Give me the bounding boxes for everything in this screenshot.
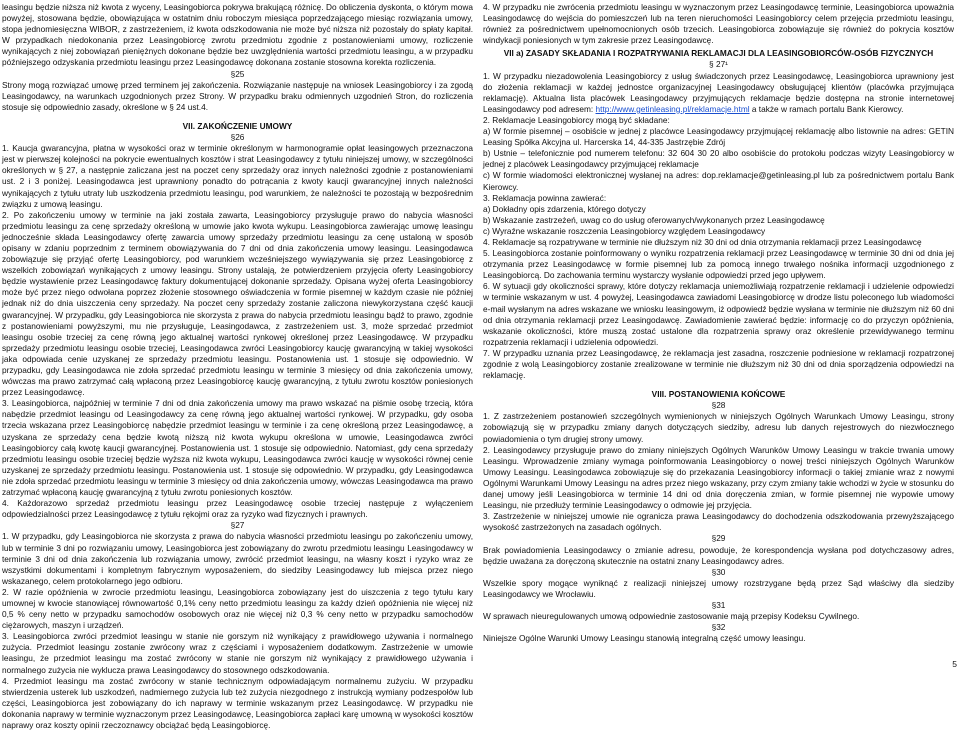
page-number: 5	[952, 659, 957, 669]
paragraph: Strony mogą rozwiązać umowę przed terminem jej zakończenia. Rozwiązanie następuje na wniosek Leasingobiorcy i za zgodą Leasingodawcy, na warunkach uzgodnionych przez Strony. W przypadku braku odmiennych uzgodnień Stron, do rozliczenia stosuje się odpowiednio zasady, określone w § 24 ust.4.	[2, 79, 473, 112]
paragraph: b) Ustnie – telefonicznie pod numerem telefonu: 32 604 30 20 albo osobiście do protokołu podczas wizyty Leasingobiorcy w jednej z placówek Leasingodawcy przyjmującej reklamacje	[483, 148, 954, 170]
paragraph: c) Wyraźne wskazanie roszczenia Leasingobiorcy względem Leasingodawcy	[483, 225, 766, 236]
section-number: §26	[230, 132, 245, 143]
section-number: § 27¹	[709, 59, 728, 70]
section-number: §31	[711, 599, 726, 610]
right-column	[483, 2, 954, 644]
paragraph: a) W formie pisemnej – osobiście w jednej z placówce Leasingodawcy przyjmującej reklamację albo listownie na adres: GETIN Leasing Spółka Akcyjna ul. Harcerska 14, 44-335 Jastrzębie Zdrój	[483, 126, 954, 148]
paragraph: 4. Każdorazowo sprzedaż przedmiotu leasingu przez Leasingodawcę osobie trzeciej następuje z wyłączeniem odpowiedzialności przez Leasingodawcę z tytułu rękojmi oraz za ryzyko wad fizycznych i prawnych.	[2, 498, 473, 520]
chapter-heading: VIII. POSTANOWIENIA KOŃCOWE	[651, 389, 786, 400]
paragraph: 1. Z zastrzeżeniem postanowień szczególnych wymienionych w niniejszych Ogólnych Warunkach Umowy Leasingu, strony zobowiązują się w przypadku zmiany danych dotyczących siedziby, adresu lub danych rejestrowych do niezwłocznego powiadomienia o tym drugiej strony umowy.	[483, 411, 954, 444]
paragraph: 2. Leasingodawcy przysługuje prawo do zmiany niniejszych Ogólnych Warunków Umowy Leasingu w trakcie trwania umowy Leasingu. Wprowadzenie zmiany wymaga poinformowania Leasingobiorcy o nowej treści niniejszych Ogólnych Warunków Umowy Leasingu. Leasingodawca zobowiązuje się do przekazania Leasingobiorcy informacji o takiej zmianie wraz z nowymi Ogólnymi Warunkami Umowy Leasingu na adres przez niego wskazany, przy czym zmiany takie wchodzi w życie w stosunku do danej umowy jeśli Leasingobiorca w terminie 14 dni od dnia doręczenia zmian, w formie pisemnej nie wypowie umowy Leasingu, nie przedłuży terminie Leasingodawcy o odmowie jej przyjęcia.	[483, 444, 954, 511]
left-column	[2, 2, 473, 731]
section-number: §30	[711, 566, 726, 577]
paragraph: 6. W sytuacji gdy okoliczności sprawy, które dotyczy reklamacja uniemożliwiają rozpatrzenie reklamacji i udzielenie odpowiedzi w terminie wskazanym w ust. 4 powyżej, Leasingodawca zawiadomi Leasingobiorcę w drodze listu poleconego lub wiadomości e-mail wysłanym na adres wskazane we wniosku leasingowym, iż odpowiedź będzie wysłana w terminie nie dłuższym niż 60 dni od dnia otrzymania reklamacji przez Leasingodawcę. Zawiadomienie zawierać będzie: informację co do przyczyn opóźnienia, wskazanie okoliczności, które muszą zostać ustalone dla rozpatrzenia sprawy oraz określenie przewidywanego terminu rozpatrzenia reklamacji i udzielenia odpowiedzi.	[483, 281, 954, 347]
paragraph: 1. Kaucja gwarancyjna, płatna w wysokości oraz w terminie określonym w harmonogramie opłat leasingowych przeznaczona jest w pierwszej kolejności na pokrycie ewentualnych kosztów i strat Leasingodawcy z tytułu niniejszej umowy, w szczególności określonych w § 27, a następnie zaliczana jest na poczet ceny sprzedaży oraz innych należności zgodnie z postanowieniami ust. 2 i 3 poniżej. Leasingodawca jest uprawniony ponadto do potrącania z kwoty kaucji gwarancyjnej innych należności wynikających z tytułu utraty lub uszkodzenia przedmiotu leasingu, pod warunkiem, że należności te pozostają w bezpośrednim związku z umową leasingu.	[2, 143, 473, 209]
paragraph: 2. W razie opóźnienia w zwrocie przedmiotu leasingu, Leasingobiorca zobowiązany jest do uiszczenia z tego tytułu kary umownej w kwocie stanowiącej równowartość 0,1% ceny netto przedmiotu leasingu za każdy dzień opóźnienia nie więcej niż 0,5 % ceny netto w przypadku samochodów osobowych oraz nie więcej niż 0,3 % ceny netto w przypadku samochodów ciężarowych, maszyn i urządzeń.	[2, 586, 473, 631]
paragraph: 4. W przypadku nie zwrócenia przedmiotu leasingu w wyznaczonym przez Leasingodawcę terminie, Leasingobiorca upoważnia Leasingodawcę do wejścia do pomieszczeń lub na teren nieruchomości Leasingobiorcy celem przejęcia przedmiotu leasingu, również za pośrednictwem upełnomocnionych osób trzecich. Leasingobiorca zobowiązuje się również do pokrycia kosztów windykacji poniesionych w tym zakresie przez Leasingodawcę.	[483, 2, 954, 46]
paragraph: 7. W przypadku uznania przez Leasingodawcę, że reklamacja jest zasadna, roszczenie podniesione w reklamacji rozpatrzonej zgodnie z wolą Leasingobiorcy zostanie zrealizowane w terminie nie dłuższym niż 30 dni od dnia sporządzenia odpowiedzi na reklamację.	[483, 347, 954, 381]
paragraph: 1. W przypadku, gdy Leasingobiorca nie skorzysta z prawa do nabycia własności przedmiotu leasingu po zakończeniu umowy, lub w terminie 3 dni po rozwiązaniu umowy, Leasingobiorca jest zobowiązany do zwrotu przedmiotu leasingu Leasingodawcy w terminie 3 dni od dnia zakończenia lub rozwiązania umowy, zwrócić przedmiot leasingu, na własny koszt i ryzyko wraz ze wszystkimi dokumentami i kompletnym fabrycznym wyposażeniem, do siedziby Leasingodawcy lub miejsca przez niego wskazanego, celem protokolarnego jego odbioru.	[2, 531, 473, 586]
paragraph: Brak powiadomienia Leasingodawcy o zmianie adresu, powoduje, że korespondencja wysłana pod dotychczasowy adres, będzie uważana za doręczoną skutecznie na ostatni znany Leasingodawcy adres.	[483, 544, 954, 566]
paragraph: 2. Reklamacje Leasingobiorcy mogą być składane:	[483, 114, 670, 125]
paragraph-text: 1. W przypadku niezadowolenia Leasingobiorcy z usług świadczonych przez Leasingodawcę, Leasingobiorca uprawniony jest do złożenia reklamacji w każdej jednostce organizacyjnej Leasingodawcy obsługującej klientów (placówka przyjmująca reklamację). Aktualna lista placówek Leasingodawcy przyjmujących reklamacje będzie dostępna na stronie internetowej Leasingodawcy pod adresem:	[483, 70, 954, 114]
paragraph: Niniejsze Ogólne Warunki Umowy Leasingu stanowią integralną część umowy leasingu.	[483, 633, 806, 644]
section-number: §32	[711, 622, 726, 633]
chapter-heading: VII a) ZASADY SKŁADANIA I ROZPATRYWANIA REKLAMACJI DLA LEASINGOBIORCÓW-OSÓB FIZYCZNYCH	[503, 48, 934, 59]
chapter-heading: VII. ZAKOŃCZENIE UMOWY	[182, 120, 293, 131]
paragraph: 3. Leasingobiorca, najpóźniej w terminie 7 dni od dnia zakończenia umowy ma prawo wskazać na piśmie osobę trzecią, która nabędzie przedmiot leasingu od Leasingodawcy za cenę równą jego aktualnej wartości rynkowej. W przypadku, gdy osoba trzecia wskazana przez Leasingobiorcę nabędzie przedmiot leasingu w terminie i za cenę określoną przez Leasingodawcę, a uzyskana ze sprzedaży cena będzie kwotą niższą niż kwota wykupu określona w umowie, Leasingodawca zwróci Leasingobiorcy całą kwotę kaucji gwarancyjnej. Postanowienia ust. 1 stosuje się odpowiednio. Natomiast, gdy cena sprzedaży przedmiotu leasingu osobie trzeciej będzie wyższa niż kwota wykupu, Leasingodawca zwróci kaucję w wysokości równej cenie uzyskanej ze sprzedaży przedmiotu leasingu. Postanowienia ust. 1 stosuje się odpowiednio. W przypadku, gdy Leasingodawca nie zdoła sprzedać przedmiotu leasingu w terminie 3 miesięcy od dnia zakończenia umowy, wówczas Leasingodawca ma prawo zatrzymać wpłaconą kaucję gwarancyjną z tytułu zwrotu poniesionych kosztów.	[2, 398, 473, 498]
paragraph: 3. Reklamacja powinna zawierać:	[483, 192, 607, 203]
complaints-link[interactable]: http://www.getinleasing.pl/reklamacje.html	[595, 103, 750, 114]
paragraph: 4. Reklamacje są rozpatrywane w terminie nie dłuższym niż 30 dni od dnia otrzymania reklamacji przez Leasingodawcę	[483, 236, 922, 247]
paragraph: 2. Po zakończeniu umowy w terminie na jaki została zawarta, Leasingobiorcy przysługuje prawo do nabycia własności przedmiotu leasingu za cenę sprzedaży określoną w umowie jako kwota wykupu. Leasingobiorca zawierając umowę leasingu jednocześnie składa Leasingodawcy ofertę zawarcia umowy sprzedaży przedmiotu leasingu za cenę ustaloną w sposób opisany w zdaniu poprzednim z terminem obowiązywania do 7 dni od dnia zakończenia umowy leasingu. Leasingodawca zobowiązuje się przyjąć ofertę Leasingobiorcy, pod warunkiem wcześniejszego wywiązywania się przez Leasingobiorcę z wszelkich zobowiązań wynikających z umowy leasingu. Strony ustalają, że potwierdzeniem przyjęcia oferty Leasingobiorcy będzie wystawienie przez Leasingodawcę faktury dokumentującej dokonanie sprzedaży. Opisana wyżej oferta Leasingobiorcy może być przez niego odwołana poprzez złożenie stosownego oświadczenia w formie pisemnej w każdym czasie nie później jednak niż do dnia uiszczenia ceny sprzedaży. Na poczet ceny sprzedaży zostanie zaliczona niewykorzystana część kaucji gwarancyjnej. W przypadku, gdy Leasingobiorca nie skorzysta z prawa do nabycia przedmiotu leasingu bądź to prawo, zgodnie z postanowieniami powyższymi, mu nie przysługuje, Leasingodawca, z zastrzeżeniem ust. 3, może sprzedać przedmiot leasingu osobie trzeciej za cenę równą jego aktualnej wartości rynkowej określonej przez Leasingodawcę. W przypadku sprzedaży przedmiotu leasingu osobie trzeciej, Leasingodawca zwróci Leasingobiorcy kaucję gwarancyjną w takiej wysokości jaka odpowiada cenie uzyskanej ze sprzedaży przedmiotu leasingu. Postanowienia ust. 1 stosuje się odpowiednio. W przypadku, gdy Leasingodawca nie zdoła sprzedać przedmiotu leasingu w terminie 3 miesięcy od dnia zakończenia umowy, wówczas ma prawo zatrzymać całą wpłaconą przez Leasingobiorcę kaucję gwarancyjną, z tytułu zwrotu kosztów poniesionych przez Leasingodawcę.	[2, 209, 473, 398]
paragraph: leasingu będzie niższa niż kwota z wyceny, Leasingobiorca pokrywa brakującą różnicę. Do obliczenia dyskonta, o którym mowa powyżej, stosowana będzie, obowiązująca w ostatnim dniu roboczym miesiąca poprzedzającego miesiąc rozwiązania umowy, stopa jednomiesięczna WIBOR, z zastrzeżeniem, iż kwota odszkodowania nie może być niższa niż pozostały do spłaty kapitał. W przypadkach niedokonania przez Leasingobiorcę zwrotu przedmiotu zgodnie z postanowieniami umowy, rozliczenie wynikających z niej zobowiązań pieniężnych dokonane będzie bez uwzględnienia wartości przedmiotu leasingu, a w przypadku późniejszego odzyskania przedmiotu leasingu przez Leasingodawcę dokonana zostanie stosowna korekta rozliczenia.	[2, 2, 473, 68]
paragraph	[483, 71, 954, 115]
paragraph-text: a także w ramach portalu Bank Kierowcy.	[749, 103, 904, 114]
paragraph: a) Dokładny opis zdarzenia, którego dotyczy	[483, 203, 646, 214]
section-number: §28	[711, 400, 726, 411]
paragraph: b) Wskazanie zastrzeżeń, uwag co do usług oferowanych/wykonanych przez Leasingodawcę	[483, 214, 825, 225]
paragraph: 3. Zastrzeżenie w niniejszej umowie nie ogranicza prawa Leasingodawcy do dochodzenia odszkodowania przewyższającego wysokość zastrzeżonych na zasadach ogólnych.	[483, 511, 954, 533]
paragraph: W sprawach nieuregulowanych umową odpowiednie zastosowanie mają przepisy Kodeksu Cywilnego.	[483, 611, 860, 622]
paragraph: c) W formie wiadomości elektronicznej wysłanej na adres: dop.reklamacje@getinleasing.pl lub za pośrednictwem portalu Bank Kierowcy.	[483, 170, 954, 192]
paragraph: 3. Leasingobiorca zwróci przedmiot leasingu w stanie nie gorszym niż wynikający z prawidłowego używania i normalnego zużycia. Przedmiot leasingu zostanie zwrócony wraz z częściami i wyposażeniem dodatkowym. Zastrzeżenie w umowie leasingu, że przedmiot leasingu ma zostać zwrócony w stanie nie gorszym niż wynikający z prawidłowego używania i normalnego zużycia nie wyklucza prawa Leasingodawcy do stosownego odszkodowania.	[2, 631, 473, 675]
section-number: §27	[230, 520, 245, 531]
paragraph: Wszelkie spory mogące wyniknąć z realizacji niniejszej umowy rozstrzygane będą przez Sąd właściwy dla siedziby Leasingodawcy we Wrocławiu.	[483, 577, 954, 599]
paragraph: 4. Przedmiot leasingu ma zostać zwrócony w stanie technicznym odpowiadającym normalnemu zużyciu. W przypadku stwierdzenia usterek lub uszkodzeń, nadmiernego zużycia lub też zużycia niezgodnego z instrukcją wymiany podzespołów lub części, Leasingobiorca jest zobowiązany do ich naprawy w terminie wskazanym przez Leasingodawcę. W przypadku nie dokonania naprawy w terminie wyznaczonym przez Leasingodawcę, Leasingobiorca zapłaci karę umowną w wysokości kosztów naprawy oraz koszty opinii rzeczoznawcy obciążać będą Leasingobiorcę.	[2, 675, 473, 730]
section-number: §29	[711, 533, 726, 544]
paragraph: 5. Leasingobiorca zostanie poinformowany o wyniku rozpatrzenia reklamacji przez Leasingodawcę w terminie 30 dni od dnia jej otrzymania przez Leasingodawcę w formie pisemnej lub za pomocą innego trwałego nośnika informacji uzgodnionego z Leasingobiorcą. Do zachowania terminu wystarczy wysłanie odpowiedzi przed jego upływem.	[483, 248, 954, 281]
section-number: §25	[230, 68, 245, 79]
